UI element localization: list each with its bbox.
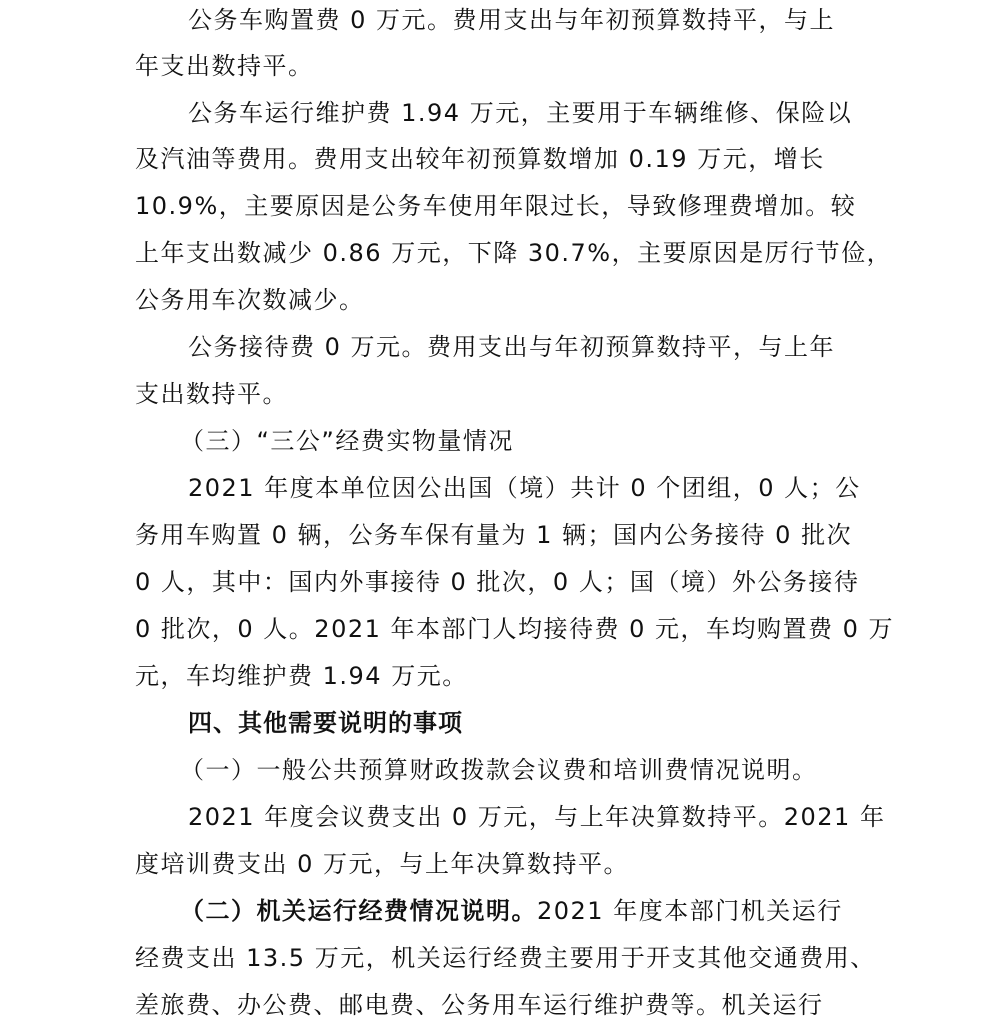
paragraph-line: 2021 年度本单位因公出国（境）共计 0 个团组，0 人；公	[188, 474, 861, 502]
paragraph-line: 度培训费支出 0 万元，与上年决算数持平。	[135, 850, 630, 878]
paragraph-line: 公务车购置费 0 万元。费用支出与年初预算数持平，与上	[188, 6, 836, 34]
section-heading: 四、其他需要说明的事项	[188, 709, 463, 737]
section-subheading: （三）“三公”经费实物量情况	[180, 427, 514, 455]
paragraph-line: 0 批次，0 人。2021 年本部门人均接待费 0 元，车均购置费 0 万	[135, 615, 895, 643]
paragraph-line	[180, 891, 843, 931]
paragraph-line: 公务接待费 0 万元。费用支出与年初预算数持平，与上年	[188, 333, 836, 361]
paragraph-text: 2021 年度本部门机关运行	[537, 897, 843, 925]
paragraph-line: 务用车购置 0 辆，公务车保有量为 1 辆；国内公务接待 0 批次	[135, 521, 853, 549]
paragraph-line: 公务用车次数减少。	[135, 286, 365, 314]
paragraph-line: 上年支出数减少 0.86 万元，下降 30.7%，主要原因是厉行节俭，	[135, 239, 893, 267]
paragraph-line: 0 人，其中：国内外事接待 0 批次，0 人；国（境）外公务接待	[135, 568, 860, 596]
paragraph-line: 年支出数持平。	[135, 52, 314, 80]
paragraph-line: 元，车均维护费 1.94 万元。	[135, 662, 468, 690]
paragraph-line: 支出数持平。	[135, 380, 288, 408]
paragraph-line: 差旅费、办公费、邮电费、公务用车运行维护费等。机关运行	[135, 991, 824, 1019]
paragraph-line: 经费支出 13.5 万元，机关运行经费主要用于开支其他交通费用、	[135, 944, 876, 972]
section-subheading: （一）一般公共预算财政拨款会议费和培训费情况说明。	[180, 756, 818, 784]
paragraph-line: 10.9%，主要原因是公务车使用年限过长，导致修理费增加。较	[135, 192, 857, 220]
paragraph-line: 及汽油等费用。费用支出较年初预算数增加 0.19 万元，增长	[135, 145, 825, 173]
paragraph-line: 公务车运行维护费 1.94 万元，主要用于车辆维修、保险以	[188, 99, 853, 127]
paragraph-line: 2021 年度会议费支出 0 万元，与上年决算数持平。2021 年	[188, 803, 886, 831]
section-subheading: （二）机关运行经费情况说明。	[180, 897, 537, 925]
